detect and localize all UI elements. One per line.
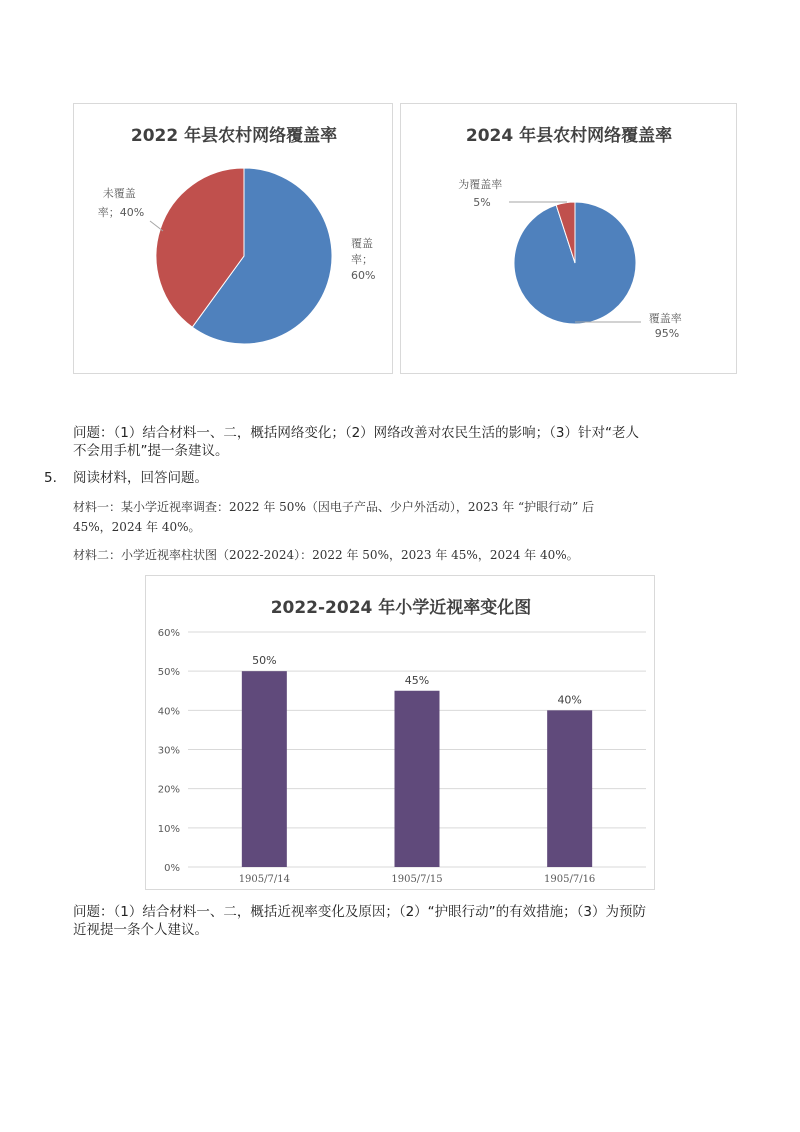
x-tick-label: 1905/7/14 bbox=[238, 874, 290, 885]
question-5-line-1: 问题：（1）结合材料一、二，概括近视率变化及原因；（2）“护眼行动”的有效措施；（3）为预防 bbox=[73, 904, 647, 920]
question-5-title: 阅读材料，回答问题。 bbox=[73, 470, 208, 486]
bar bbox=[242, 671, 287, 867]
pie-chart-2022-svg bbox=[74, 104, 394, 375]
chart-title: 2024 年县农村网络覆盖率 bbox=[465, 126, 673, 146]
question-5-line-2: 近视提一条个人建议。 bbox=[73, 922, 208, 938]
question-5-number: 5. bbox=[44, 470, 57, 486]
data-label-uncovered: 为覆盖率 5% bbox=[458, 178, 503, 209]
x-tick-label: 1905/7/16 bbox=[544, 874, 596, 885]
y-tick-label: 50% bbox=[157, 667, 180, 679]
bar-chart-myopia bbox=[145, 575, 655, 890]
question-4-line-2: 不会用手机”提一条建议。 bbox=[73, 443, 229, 459]
pie-chart-2024 bbox=[400, 103, 737, 374]
data-label: 40% bbox=[557, 693, 582, 707]
material-1-line-2: 45%，2024 年 40%。 bbox=[73, 520, 201, 534]
bar bbox=[547, 710, 592, 867]
y-tick-label: 30% bbox=[157, 745, 180, 757]
pie-chart-2024-svg bbox=[401, 104, 738, 375]
y-tick-label: 60% bbox=[157, 628, 180, 639]
y-tick-label: 20% bbox=[157, 784, 180, 796]
data-label-uncovered: 未覆盖 率；40% bbox=[97, 187, 145, 219]
data-label: 50% bbox=[252, 654, 277, 668]
bar-chart-svg bbox=[146, 576, 656, 891]
pie-chart-2022 bbox=[73, 103, 393, 374]
bar bbox=[395, 691, 440, 867]
data-label: 45% bbox=[404, 673, 430, 687]
material-1-line-1: 材料一：某小学近视率调查：2022 年 50%（因电子产品、少户外活动），2023 年 “护眼行动” 后 bbox=[73, 500, 595, 514]
chart-title: 2022-2024 年小学近视率变化图 bbox=[270, 598, 532, 618]
y-tick-label: 40% bbox=[157, 706, 180, 718]
y-tick-label: 0% bbox=[164, 863, 180, 874]
data-label-covered: 覆盖 率； 60% bbox=[351, 237, 376, 282]
data-label-covered: 覆盖率 95% bbox=[648, 312, 682, 340]
chart-title: 2022 年县农村网络覆盖率 bbox=[130, 126, 338, 146]
material-2-line: 材料二：小学近视率柱状图（2022-2024）：2022 年 50%，2023 年 45%，2024 年 40%。 bbox=[73, 548, 579, 562]
x-tick-label: 1905/7/15 bbox=[391, 874, 443, 885]
question-4-line-1: 问题：（1）结合材料一、二，概括网络变化；（2）网络改善对农民生活的影响；（3）针对“老人 bbox=[73, 425, 640, 441]
y-tick-label: 10% bbox=[157, 823, 180, 835]
